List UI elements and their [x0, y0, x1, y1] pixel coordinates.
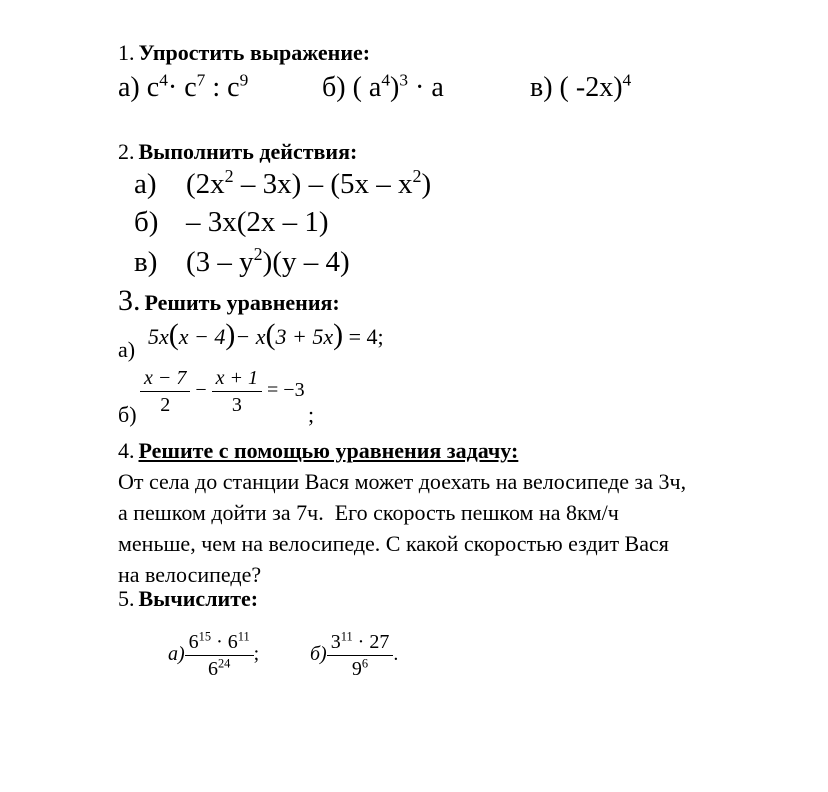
task5-title [118, 586, 258, 612]
task2-heading: Выполнить действия: [138, 139, 358, 164]
task2-item-b: б) – 3x(2x – 1) [134, 206, 329, 238]
task3-b-label: б) [118, 402, 137, 427]
task4-problem-text: От села до станции Вася может доехать на велосипеде за 3ч, а пешком дойти за 7ч. Его скорость пешком на 8км/ч меньше, чем на велосипеде. С какой скоростью ездит Вася на велосипеде? [118, 469, 687, 587]
task5-a-fraction: $\frac{6^{15} \cdot 6^{11}}{6^{24}}$ [185, 630, 254, 681]
task3-number: 3. [118, 284, 141, 317]
task3-b-semicolon: ; [308, 402, 315, 427]
task1-title [118, 40, 370, 66]
task3-a-equation: 5x(x − 4)− x(3 + 5x) = 4; [148, 318, 384, 351]
task2-item-a: а) $(2x^2 - 3x) - (5x - x^2)$ [134, 165, 432, 200]
task2-item-c: в) $(3 - y^2)(y - 4)$ [134, 243, 350, 278]
task5-b-fraction: $\frac{3^{11} \cdot 27}{9^6}$ [327, 630, 394, 681]
task1-part-a: а) $c^4\cdot c^7$ : $c^9$ [118, 70, 249, 103]
task1-part-c: в) ( -2x)$^4$ [530, 70, 632, 103]
task3-a-label: а) [118, 337, 136, 362]
fraction-2: $\frac{x + 1}{3}$ [212, 366, 262, 417]
task3-heading: Решить уравнения: [144, 290, 340, 315]
task5-heading: Вычислите: [138, 586, 259, 611]
task4-number: 4. [118, 438, 135, 463]
fraction-1: $\frac{x - 7}{2}$ [140, 366, 190, 417]
task1-part-b: б) ( $a^4)^3 \cdot a$ [322, 70, 444, 103]
task2-number: 2. [118, 139, 135, 164]
task1-number: 1. [118, 40, 135, 65]
task3-b-equation: $\frac{x - 7}{2}$ − $\frac{x + 1}{3}$ = −3 [140, 366, 305, 417]
task3-title [118, 284, 340, 318]
task4-heading: Решите с помощью уравнения задачу: [138, 438, 519, 463]
task2-title [118, 139, 357, 165]
task5-expression-a: а) $\frac{6^{15} \cdot 6^{11}}{6^{24}}$ ; [168, 629, 260, 680]
task4-title [118, 438, 518, 464]
task1-heading: Упростить выражение: [138, 40, 371, 65]
task5-number: 5. [118, 586, 135, 611]
task5-expression-b: б) $\frac{3^{11} \cdot 27}{9^6}$ . [310, 629, 399, 680]
